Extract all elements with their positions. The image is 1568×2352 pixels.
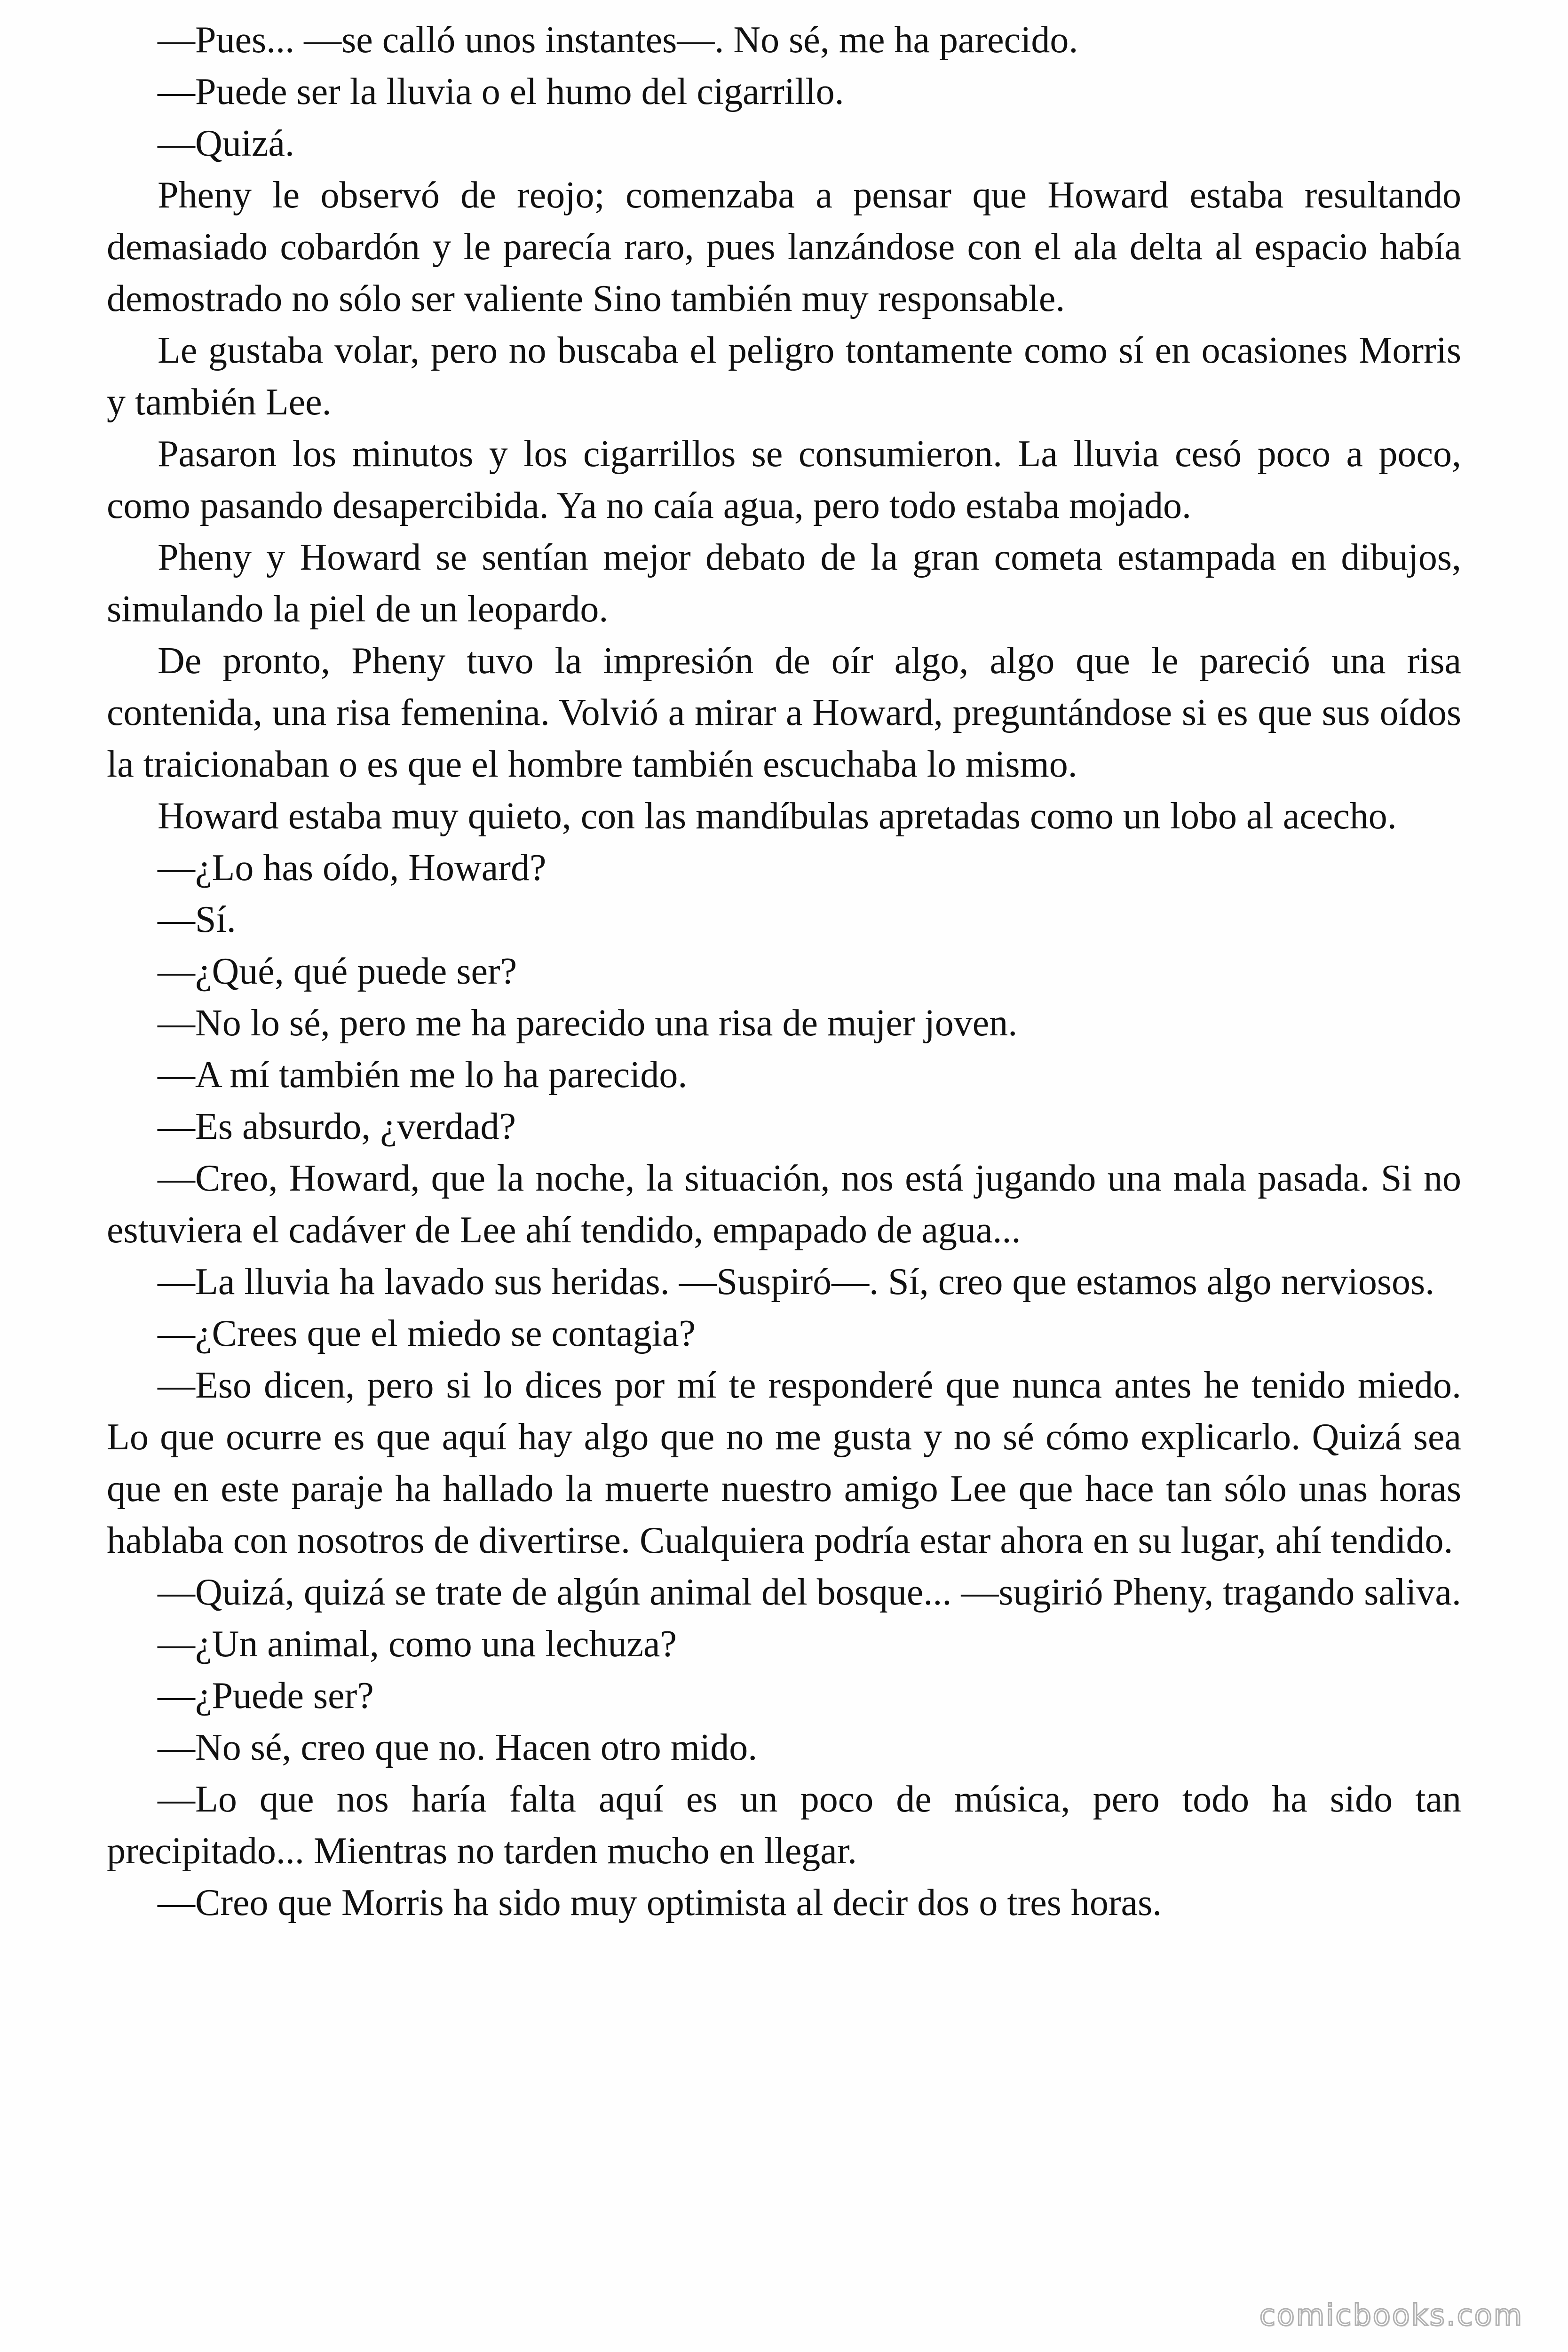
paragraph-17: —La lluvia ha lavado sus heridas. —Suspiró—. Sí, creo que estamos algo nerviosos. bbox=[158, 1261, 1435, 1303]
paragraph-21: —¿Un animal, como una lechuza? bbox=[158, 1623, 677, 1665]
paragraph-8: De pronto, Pheny tuvo la impresión de oír algo, algo que le pareció una risa contenida, una risa femenina. Volvió a mirar a Howard, preguntándose si es que sus oídos la traicionaban o es que el hombre también escuchaba lo mismo. bbox=[107, 640, 1461, 785]
paragraph-24: —Lo que nos haría falta aquí es un poco de música, pero todo ha sido tan precipitado... Mientras no tarden mucho en llegar. bbox=[107, 1779, 1461, 1872]
paragraph-15: —Es absurdo, ¿verdad? bbox=[158, 1106, 516, 1147]
paragraph-9: Howard estaba muy quieto, con las mandíbulas apretadas como un lobo al acecho. bbox=[158, 795, 1397, 837]
paragraph-23: —No sé, creo que no. Hacen otro mido. bbox=[158, 1727, 758, 1768]
paragraph-20: —Quizá, quizá se trate de algún animal del bosque... —sugirió Pheny, tragando saliva. bbox=[158, 1572, 1461, 1613]
watermark-text: comicbooks.com bbox=[1259, 2298, 1523, 2332]
paragraph-3: —Quizá. bbox=[158, 123, 295, 164]
paragraph-12: —¿Qué, qué puede ser? bbox=[158, 951, 517, 992]
paragraph-14: —A mí también me lo ha parecido. bbox=[158, 1054, 688, 1096]
paragraph-4: Pheny le observó de reojo; comenzaba a pensar que Howard estaba resultando demasiado cobardón y le parecía raro, pues lanzándose con el ala delta al espacio había demostrado no sólo ser valiente Sino también muy responsable. bbox=[107, 175, 1461, 319]
paragraph-7: Pheny y Howard se sentían mejor debato de la gran cometa estampada en dibujos, simulando la piel de un leopardo. bbox=[107, 537, 1461, 630]
paragraph-18: —¿Crees que el miedo se contagia? bbox=[158, 1313, 696, 1354]
paragraph-22: —¿Puede ser? bbox=[158, 1675, 374, 1716]
paragraph-2: —Puede ser la lluvia o el humo del cigarrillo. bbox=[158, 71, 844, 112]
paragraph-6: Pasaron los minutos y los cigarrillos se consumieron. La lluvia cesó poco a poco, como pasando desapercibida. Ya no caía agua, pero todo estaba mojado. bbox=[107, 433, 1461, 526]
paragraph-5: Le gustaba volar, pero no buscaba el peligro tontamente como sí en ocasiones Morris y también Lee. bbox=[107, 330, 1461, 423]
paragraph-16: —Creo, Howard, que la noche, la situación, nos está jugando una mala pasada. Si no estuviera el cadáver de Lee ahí tendido, empapado de agua... bbox=[107, 1158, 1461, 1251]
paragraph-25: —Creo que Morris ha sido muy optimista al decir dos o tres horas. bbox=[158, 1882, 1162, 1923]
paragraph-19: —Eso dicen, pero si lo dices por mí te responderé que nunca antes he tenido miedo. Lo que ocurre es que aquí hay algo que no me gusta y no sé cómo explicarlo. Quizá sea que en este paraje ha hallado la muerte nuestro amigo Lee que hace tan sólo unas horas hablaba con nosotros de divertirse. Cualquiera podría estar ahora en su lugar, ahí tendido. bbox=[107, 1365, 1461, 1561]
paragraph-10: —¿Lo has oído, Howard? bbox=[158, 847, 546, 889]
paragraph-11: —Sí. bbox=[158, 899, 236, 940]
paragraph-1: —Pues... —se calló unos instantes—. No sé, me ha parecido. bbox=[158, 19, 1078, 61]
page-text bbox=[107, 14, 1461, 1929]
paragraph-13: —No lo sé, pero me ha parecido una risa de mujer joven. bbox=[158, 1002, 1018, 1044]
